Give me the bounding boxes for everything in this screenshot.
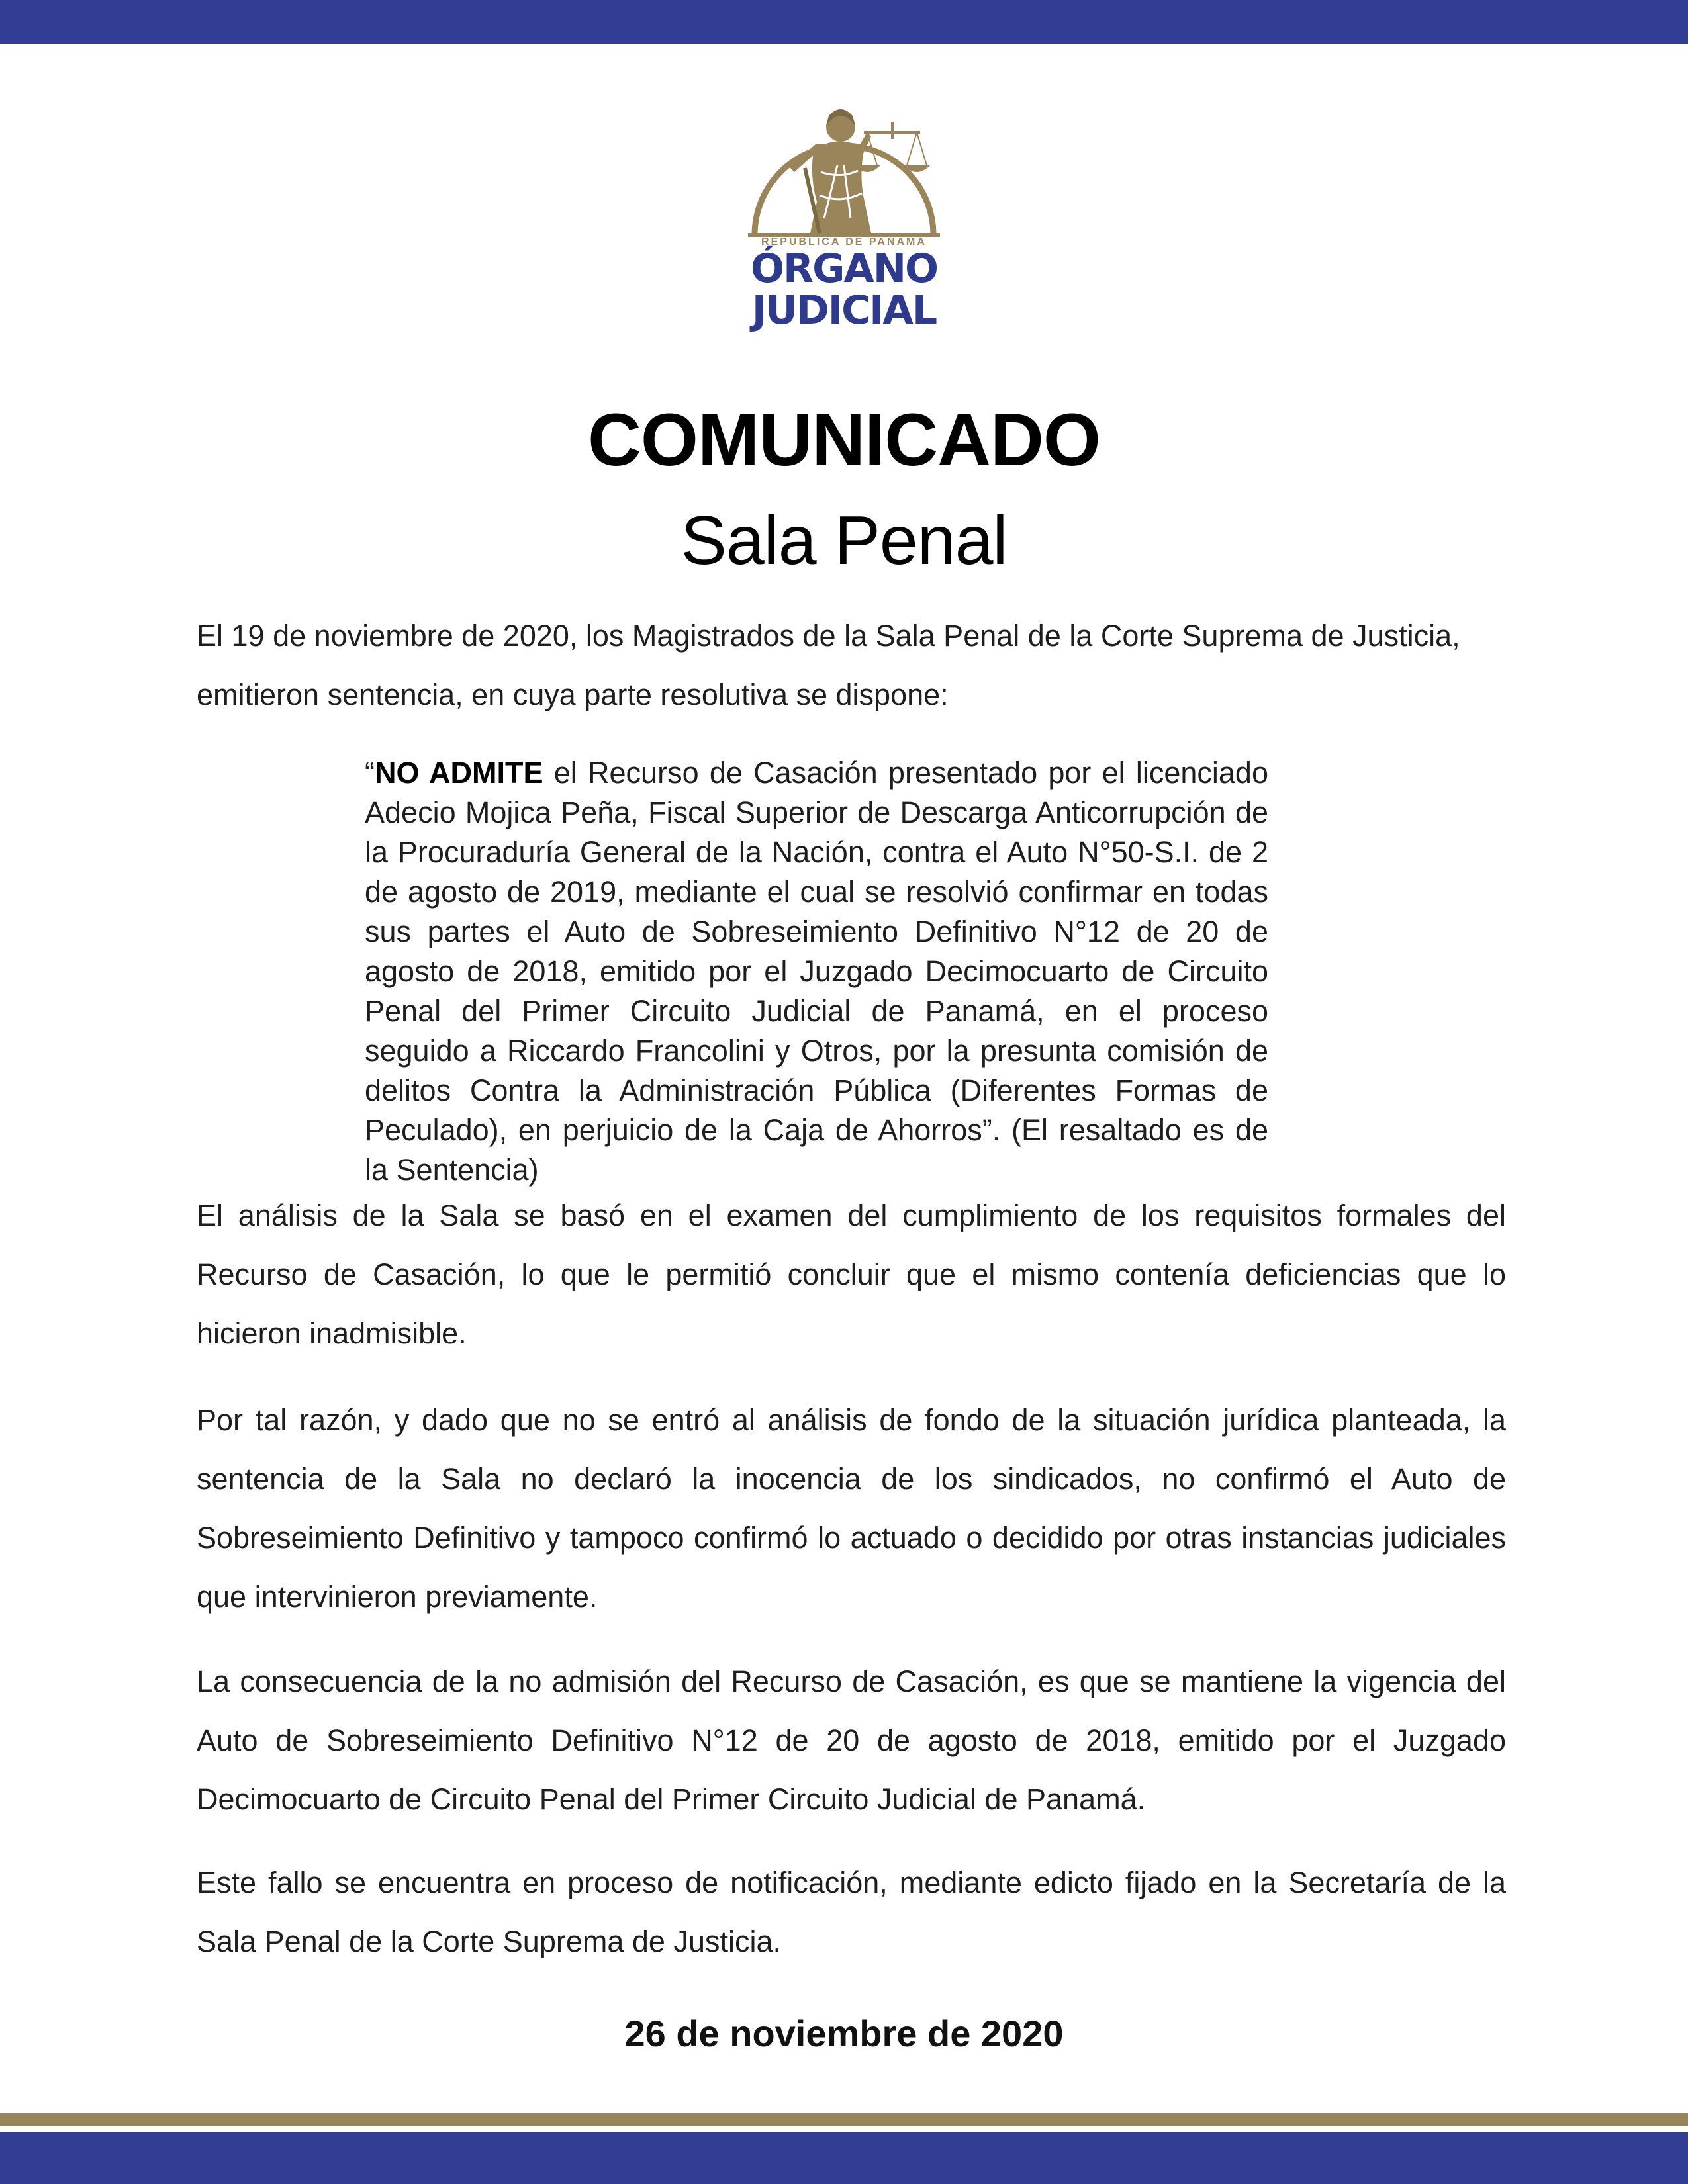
- document-title: COMUNICADO: [588, 398, 1100, 481]
- organo-judicial-logo: [741, 86, 947, 338]
- bottom-brand-bar: [0, 2132, 1688, 2184]
- quote-body: el Recurso de Casación presentado por el licenciado Adecio Mojica Peña, Fiscal Superior de Descarga Anticorrupción de la Procuraduría General de la Nación, contra el Auto N°50-S.I. de 2 de agosto de 2019, mediante el cual se resolvió confirmar en todas sus partes el Auto de Sobreseimiento Definitivo N°12 de 20 de agosto de 2018, emitido por el Juzgado Decimocuarto de Circuito Penal del Primer Circuito Judicial de Panamá, en el proceso seguido a Riccardo Francolini y Otros, por la presunta comisión de delitos Contra la Administración Pública (Diferentes Formas de Peculado), en perjuicio de la Caja de Ahorros”. (El resaltado es de la Sentencia): [365, 756, 1268, 1187]
- bottom-gold-stripe: [0, 2113, 1688, 2126]
- paragraph-consequence: La consecuencia de la no admisión del Recurso de Casación, es que se mantiene la vigencia del Auto de Sobreseimiento Definitivo N°12 de 20 de agosto de 2018, emitido por el Juzgado Decimocuarto de Circuito Penal del Primer Circuito Judicial de Panamá.: [197, 1664, 1506, 1816]
- quote-open-mark: “: [365, 756, 375, 790]
- resolution-quote: [365, 753, 1268, 1190]
- paragraph-reason: Por tal razón, y dado que no se entró al análisis de fondo de la situación jurídica planteada, la sentencia de la Sala no declaró la inocencia de los sindicados, no confirmó el Auto de Sobreseimiento Definitivo y tampoco confirmó lo actuado o decidido por otras instancias judiciales que intervinieron previamente.: [197, 1403, 1506, 1614]
- paragraph-intro: El 19 de noviembre de 2020, los Magistrados de la Sala Penal de la Corte Suprema de Justicia, emitieron sentencia, en cuya parte resolutiva se dispone:: [197, 619, 1460, 711]
- logo-republica-text: REPÚBLICA DE PANAMÁ: [761, 236, 927, 248]
- logo-judicial-text: JUDICIAL: [751, 287, 937, 334]
- paragraph-notification: Este fallo se encuentra en proceso de notificación, mediante edicto fijado en la Secretaría de la Sala Penal de la Corte Suprema de Justicia.: [197, 1866, 1506, 1958]
- quote-bold-lead: NO ADMITE: [375, 756, 543, 790]
- justice-emblem-icon: [741, 86, 947, 242]
- document-subtitle: Sala Penal: [680, 502, 1008, 579]
- logo-organo-text: ÓRGANO: [750, 246, 938, 292]
- paragraph-analysis: El análisis de la Sala se basó en el examen del cumplimiento de los requisitos formales del Recurso de Casación, lo que le permitió concluir que el mismo contenía deficiencias que lo hicieron inadmisible.: [197, 1199, 1506, 1350]
- document-date: 26 de noviembre de 2020: [624, 2013, 1064, 2054]
- top-brand-bar: [0, 0, 1688, 44]
